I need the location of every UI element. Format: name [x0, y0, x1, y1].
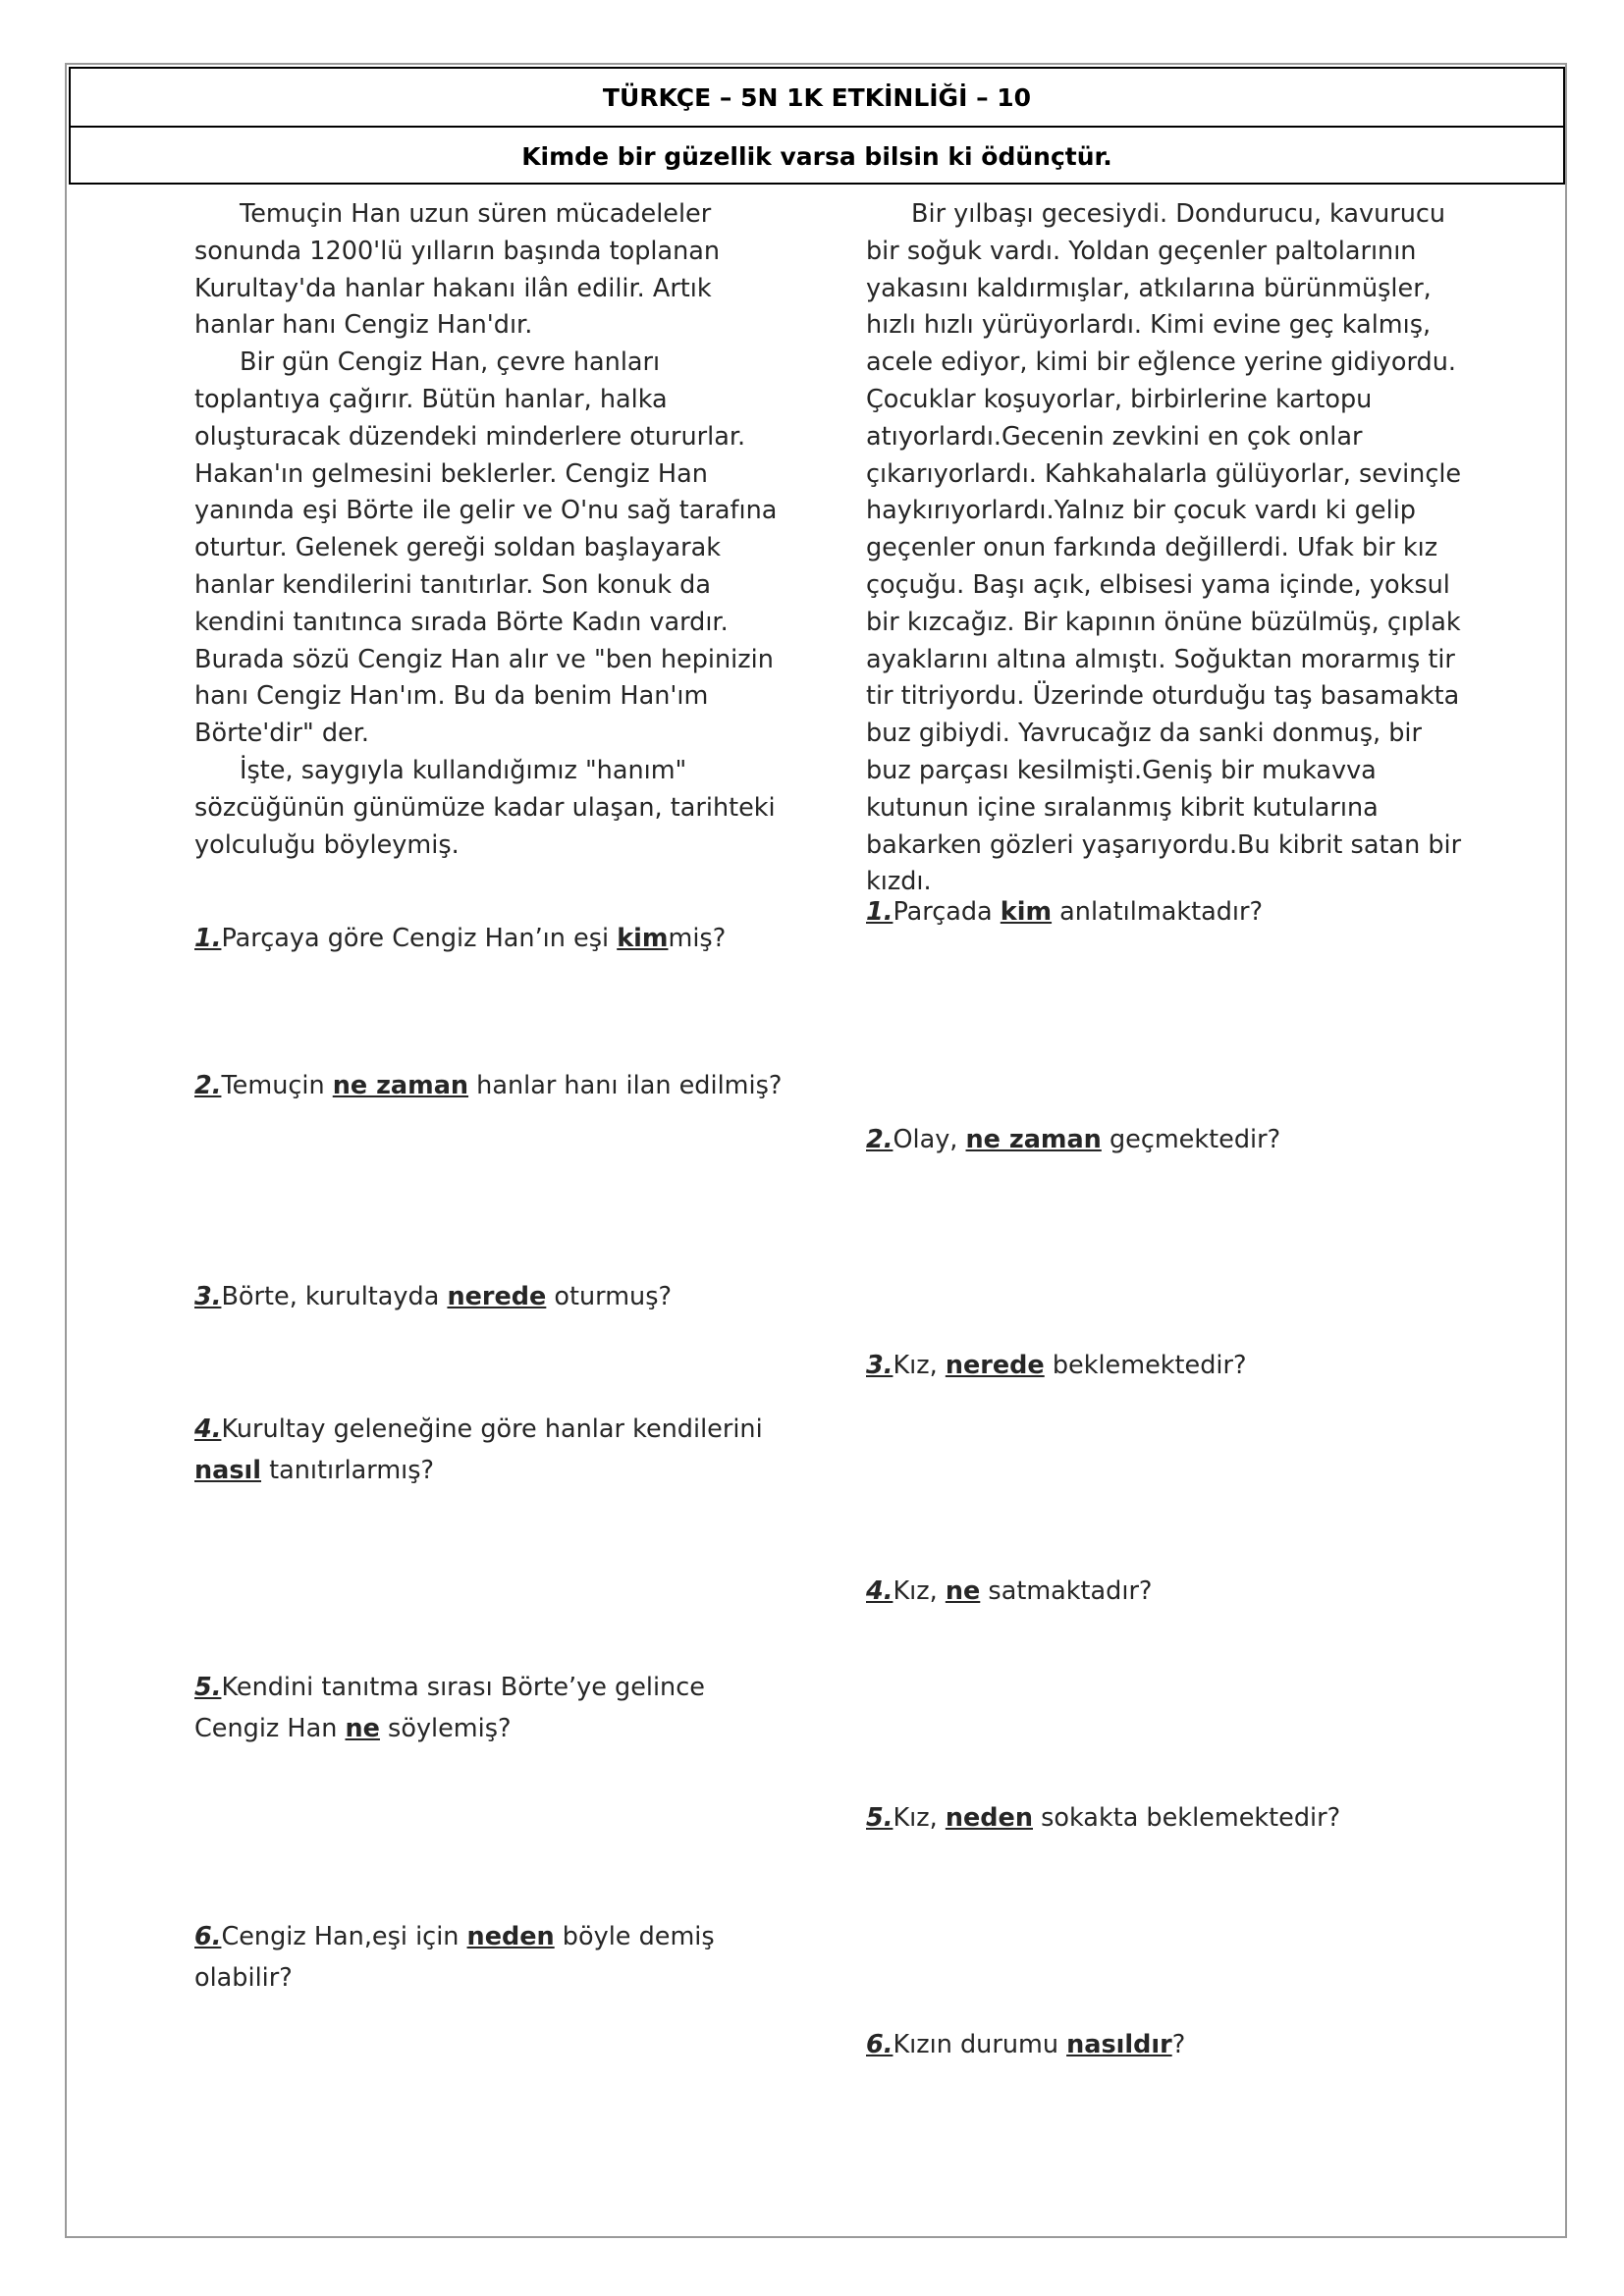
left-column: [194, 196, 784, 1993]
left-question-6: 6.Cengiz Han,eşi için neden böyle demiş olabilir?: [194, 1922, 715, 1993]
right-question-2: 2.Olay, ne zaman geçmektedir?: [866, 1125, 1281, 1154]
left-question-3: 3.Börte, kurultayda nerede oturmuş?: [194, 1282, 673, 1311]
left-passage: [194, 196, 784, 864]
right-column: [866, 196, 1467, 2059]
left-passage-paragraph: İşte, saygıyla kullandığımız "hanım" sözcüğünün günümüze kadar ulaşan, tarihteki yolculuğu böyleymiş.: [194, 755, 776, 860]
worksheet-title: TÜRKÇE – 5N 1K ETKİNLİĞİ – 10: [602, 82, 1032, 112]
right-question-1: 1.Parçada kim anlatılmaktadır?: [866, 897, 1263, 927]
worksheet-header: [69, 67, 1565, 185]
right-question-5: 5.Kız, neden sokakta beklemektedir?: [866, 1803, 1341, 1833]
left-question-1: 1.Parçaya göre Cengiz Han’ın eşi kimmiş?: [194, 924, 727, 953]
right-question-3: 3.Kız, nerede beklemektedir?: [866, 1351, 1247, 1380]
left-passage-paragraph: Bir gün Cengiz Han, çevre hanları toplantıya çağırır. Bütün hanlar, halka oluşturacak düzendeki minderlere otururlar. Hakan'ın gelmesini beklerler. Cengiz Han yanında eşi Börte ile gelir ve O'nu sağ tarafına oturtur. Gelenek gereği soldan başlayarak hanlar kendilerini tanıtırlar. Son konuk da kendini tanıtınca sırada Börte Kadın vardır. Burada sözü Cengiz Han alır ve "ben hepinizin hanı Cengiz Han'ım. Bu da benim Han'ım Börte'dir" der.: [194, 347, 778, 749]
worksheet-subtitle: Kimde bir güzellik varsa bilsin ki ödünçtür.: [71, 126, 1563, 185]
left-question-5: 5.Kendini tanıtma sırası Börte’ye gelince Cengiz Han ne söylemiş?: [194, 1673, 705, 1743]
right-question-6: 6.Kızın durumu nasıldır?: [866, 2030, 1186, 2059]
right-question-4: 4.Kız, ne satmaktadır?: [866, 1576, 1153, 1606]
right-passage-paragraph: Bir yılbaşı gecesiydi. Dondurucu, kavurucu bir soğuk vardı. Yoldan geçenler paltolarının yakasını kaldırmışlar, atkılarına bürünmüşler, hızlı hızlı yürüyorlardı. Kimi evine geç kalmış, acele ediyor, kimi bir eğlence yerine gidiyordu. Çocuklar koşuyorlar, birbirlerine kartopu atıyorlardı.Gecenin zevkini en çok onlar çıkarıyorlardı. Kahkahalarla gülüyorlar, sevinçle haykırıyorlardı.Yalnız bir çocuk vardı ki gelip geçenler onun farkında değillerdi. Ufak bir kız çoçuğu. Başı açık, elbisesi yama içinde, yoksul bir kızcağız. Bir kapının önüne büzülmüş, çıplak ayaklarını altına almıştı. Soğuktan morarmış tir tir titriyordu. Üzerinde oturduğu taş basamakta buz gibiydi. Yavrucağız da sanki donmuş, bir buz parçası kesilmişti.Geniş bir mukavva kutunun içine sıralanmış kibrit kutularına bakarken gözleri yaşarıyordu.Bu kibrit satan bir kızdı.: [866, 199, 1462, 897]
left-passage-paragraph: Temuçin Han uzun süren mücadeleler sonunda 1200'lü yılların başında toplanan Kurultay'da hanlar hakanı ilân edilir. Artık hanlar hanı Cengiz Han'dır.: [194, 199, 721, 341]
left-question-2: 2.Temuçin ne zaman hanlar hanı ilan edilmiş?: [194, 1071, 783, 1100]
left-question-4: 4.Kurultay geleneğine göre hanlar kendilerini nasıl tanıtırlarmış?: [194, 1415, 763, 1485]
right-passage: [866, 196, 1467, 901]
